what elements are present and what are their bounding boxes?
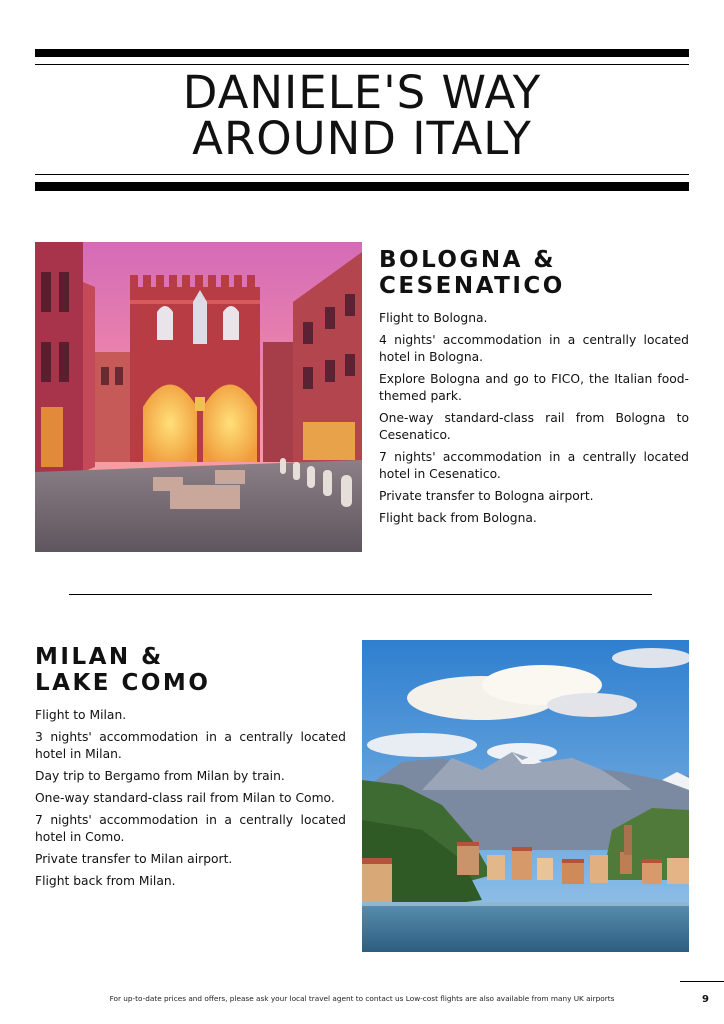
bologna-itinerary (379, 310, 689, 532)
bologna-heading (379, 247, 565, 299)
list-item: Flight back from Bologna. (379, 511, 537, 525)
list-item: 4 nights' accommodation in a centrally located hotel in Bologna. (379, 333, 689, 364)
footer-note: For up-to-date prices and offers, please ask your local travel agent to contact us Low-cost flights are also available from many UK airports (109, 994, 615, 1003)
list-item: Private transfer to Milan airport. (35, 852, 233, 866)
title-thin-rule (35, 174, 689, 175)
bologna-heading-line-2: CESENATICO (379, 273, 565, 299)
page-title (0, 66, 724, 165)
bologna-photo (35, 242, 362, 552)
list-item: 7 nights' accommodation in a centrally located hotel in Cesenatico. (379, 450, 689, 481)
title-line-1: DANIELE'S WAY (182, 66, 542, 119)
top-thick-rule (35, 49, 689, 57)
footer-rule (680, 981, 724, 982)
list-item: 7 nights' accommodation in a centrally located hotel in Como. (35, 813, 346, 844)
list-item: Flight back from Milan. (35, 874, 176, 888)
page-number: 9 (702, 994, 709, 1005)
title-line-2: AROUND ITALY (192, 112, 532, 165)
list-item: One-way standard-class rail from Milan to Como. (35, 791, 335, 805)
title-thick-rule (35, 182, 689, 191)
bologna-heading-line-1: BOLOGNA & (379, 247, 556, 273)
list-item: Private transfer to Bologna airport. (379, 489, 594, 503)
list-item: One-way standard-class rail from Bologna to Cesenatico. (379, 411, 689, 442)
milan-heading-line-1: MILAN & (35, 644, 164, 670)
top-thin-rule (35, 64, 689, 65)
section-divider (69, 594, 652, 595)
list-item: Day trip to Bergamo from Milan by train. (35, 769, 285, 783)
list-item: Flight to Bologna. (379, 311, 488, 325)
list-item: 3 nights' accommodation in a centrally located hotel in Milan. (35, 730, 346, 761)
milan-heading-line-2: LAKE COMO (35, 670, 211, 696)
milan-itinerary (35, 707, 346, 895)
list-item: Explore Bologna and go to FICO, the Italian food-themed park. (379, 372, 689, 403)
lake-como-photo (362, 640, 689, 952)
milan-heading (35, 644, 210, 696)
list-item: Flight to Milan. (35, 708, 127, 722)
